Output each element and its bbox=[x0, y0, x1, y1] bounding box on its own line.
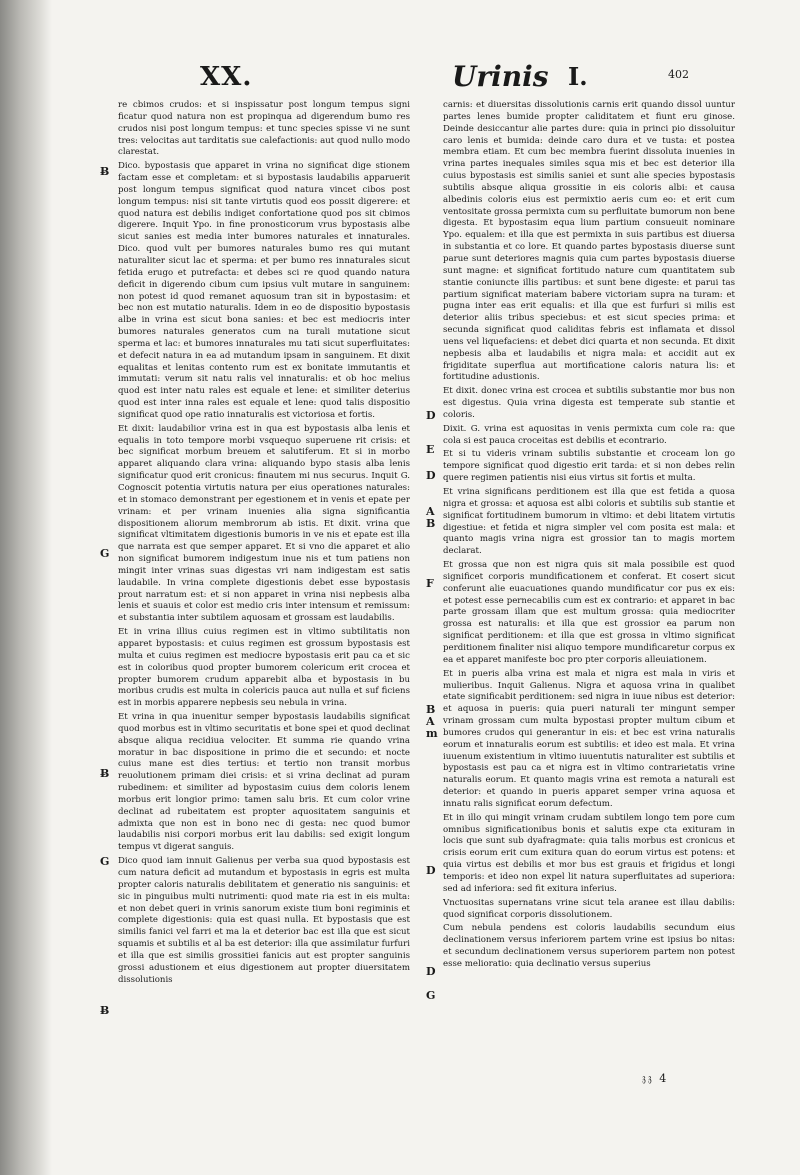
margin-letter-mark: m bbox=[426, 727, 438, 740]
paragraph: Et dixit. donec vrina est crocea et subtilis substantie mor bus non est digestus. Quia vrina digesta est temperate sub stantie et coloris. bbox=[443, 386, 735, 420]
signature-mark: 𝔷𝔷 4 bbox=[642, 1072, 669, 1085]
paragraph: Et in illo qui mingit vrinam crudam subtilem longo tem pore cum omnibus significationibus bonis et salutis expe cta exituram in locis que sunt sub dyafragmate: quia talis morbus est cronicus et crisis eorum erit cum exitura quan do eorum virtus est potens: et quia virtus est debilis et mor bus est grauis et frigidus et longi temporis: et ideo non expel lit natura superfluitates ad superiora: sed ad inferiora: sed fit exitura inferius. bbox=[443, 812, 735, 894]
paragraph: Et vrina significans perditionem est illa que est fetida a quosa nigra et grossa: et aquosa est albi coloris et subtilis sub stantie et significat fortitudinem bumorum in vltimo: et debi litatem virtutis digestiue: et fetida et nigra simpler vel com posita est mala: et quanto magis vrina nigra est grossior tan to magis mortem declarat. bbox=[443, 487, 735, 557]
left-text-column bbox=[118, 100, 410, 988]
paragraph: Et dixit: laudabilior vrina est in qua est bypostasis alba lenis et equalis in toto tempore morbi vsquequo superuene rit crisis: et bec significat morbum breuem et salutiferum. Et si in morbo apparet aliquando clara vrina: aliquando bypo stasis alba lenis significatur quod erit cronicus: finautem mi nus securus. Inquit G. Cognoscit potentia virtutis natura per eius operationes naturales: et in stomaco demonstrant per egestionem et in venis et epate per vrinam: et per vrinam inuenies alia signa significantia dispositionem aliorum membrorum ab istis. Et dixit. vrina que significat vltimitatem digestionis bumoris in ve nis et epate est illa que narrata est que semper apparet. Et si vno die apparet et alio non significat bumorem indigestum inue nis et tum patiens non mingit inter vrinas suas digestas vri nam indigestam est satis laudabile. In vrina complete digestionis debet esse bypostasis prout narratum est: et si non apparet in vrina nisi nepbesis alba lenis et suauis et color est medio cris inter intensum et remissum: et substantia inter subtilem aquosam et grossam est laudabilis. bbox=[118, 423, 410, 624]
paragraph: Cum nebula pendens est coloris laudabilis secundum eius declinationem versus inferiorem partem vrine est ipsius bo nitas: et secundum declinationem versus superiorem partem non potest esse melioratio: quia declinatio versus superius bbox=[443, 923, 735, 969]
margin-letter-mark: B bbox=[426, 703, 436, 716]
paragraph: Et in pueris alba vrina est mala et nigra est mala in viris et mulieribus. Inquit Galienus. Nigra et aquosa vrina in qualibet etate significabit perditionem: sed nigra in iuue nibus est deterior: et aquosa in pueris: quia pueri naturali ter mingunt semper vrinam grossam cum multa bypostasi propter multum cibum et bumores crudos qui generantur in eis: et bec est vrina naturalis eorum et innaturalis eorum est subtilis: et ideo est mala. Et vrina iuuenum existentium in vltimo iuuentutis naturaliter est subtilis et bypostasis est pau ca et nigra est in vltimo contrarietatis vrine naturalis eorum. Et quanto magis vrina est remota a naturali est deterior: et quando in pueris apparet semper vrina aquosa et innatu ralis significat eorum defectum. bbox=[443, 668, 735, 809]
binding-shadow bbox=[0, 0, 52, 1175]
margin-letter-mark: D bbox=[426, 864, 436, 877]
margin-letter-mark: A bbox=[426, 505, 435, 518]
paragraph: Et in vrina illius cuius regimen est in vltimo subtilitatis non apparet bypostasis: et cuius regimen est grossum bypostasis est multa et cuius regimen est mediocre bypostasis erit pau ca et sic est in coloribus quod propter bumorem colericum erit crocea et propter bumorem crudum apparebit alba et bypostasis in bu moribus crudis est multa in colericis pauca aut nulla et suf ficiens est in morbis apparere nepbesis seu nebula in vrina. bbox=[118, 627, 410, 709]
margin-letter-mark: Ƀ bbox=[100, 767, 110, 780]
margin-letter-mark: G bbox=[100, 855, 110, 868]
margin-letter-mark: B bbox=[426, 517, 436, 530]
paragraph: Dico quod iam innuit Galienus per verba sua quod bypostasis est cum natura deficit ad mutandum et bypostasis in egris est multa propter caloris naturalis debilitatem et generatio nis sanguinis: et sic in pinguibus multi nutrimenti: quod mate ria est in eis multa: et non debet queri in vrinis sanorum existe tium boni regiminis et complete digestionis: quia est quasi nulla. Et bypostasis que est similis fanici vel farri et ma la et deterior bac est illa que est sicut squamis et subtilis et al ba est deterior: illa que assimilatur furfuri et illa que est similis grossitiei fanicis aut est propter sanguinis grossi adustionem et eius digestionem aut propter diuersitatem dissolutionis bbox=[118, 856, 410, 985]
paragraph: Et si tu videris vrinam subtilis substantie et croceam lon go tempore significat quod digestio erit tarda: et si non debes relin quere regimen patientis nisi eius virtus sit fortis et multa. bbox=[443, 449, 735, 484]
paragraph: Dico. bypostasis que apparet in vrina no significat dige stionem factam esse et completam: et si bypostasis laudabilis apparuerit post longum tempus significat quod natura vincet cibos post longum tempus: nisi sit tante virtutis quod eos possit digerere: et quod natura est debilis indiget confortatione quod pos sit cbimos digerere. Inquit Ypo. in fine pronosticorum vrus bypostasis albe sicut sanies est media inter bumores naturales et innaturales. Dico. quod vult per bumores naturales bumo res qui mutant naturaliter sicut lac et sperma: et per bumo res innaturales sicut fetida erugo et putrefacta: et debes sci re quod quando natura deficit in digerendo cibum cum ipsius vult mutare in sanguinem: non potest id quod remanet aquosum tran sit in bypostasim: et bec non est mutatio naturalis. Idem in eo de dispositio bypostasis albe in vrina est sicut bona sanies: et bec est mediocris inter bumores naturales generatos cum na turali mutatione sicut sperma et lac: et bumores innaturales mu tati sicut superfluitates: et defecit natura in ea ad mutandum ipsam in sanguinem. Et dixit equalitas et lenitas contento rum est ex bonitate immutantis et immutati: verum sit natu ralis vel innaturalis: et ob hoc melius quod est inter natu rales est equale et lene: et similiter deterius quod est inter inna rales est equale et lene: quod talis dispositio significat quod ope ratio innaturalis est victoriosa et fortis. bbox=[118, 161, 410, 420]
paragraph: Et grossa que non est nigra quis sit mala possibile est quod significet corporis mundificationem et conferat. Et cosert sicut conferunt alie euacuationes quando mundificatur cor pus ex eis: et potest esse pernecabilis cum est ex contrario: et apparet in bac parte grossam illam que est multum grossa: quia mediocriter grossa est naturalis: et illa que est grossior ea parum non significat perditionem: et illa que est grossa in vltimo significat perditionem finaliter nisi aliquo tempore mundificaretur corpus ex ea et apparet manifeste boc pro pter corporis alleuiationem. bbox=[443, 560, 735, 665]
margin-letter-mark: Ƀ bbox=[100, 1004, 110, 1017]
right-text-column bbox=[443, 100, 735, 973]
header-section-number: XX. bbox=[200, 62, 253, 92]
margin-letter-mark: G bbox=[426, 989, 436, 1002]
margin-letter-mark: Ƀ bbox=[100, 165, 110, 178]
paragraph: re cbimos crudos: et si inspissatur post longum tempus signi ficatur quod natura non est propinqua ad digerendum bumo res crudos nisi post longum tempus: et tunc species spisse vi ne sunt tres: velocitas aut tarditatis sue calefactionis: aut quod nullo modo clarestat. bbox=[118, 100, 410, 158]
header-title: Urinis bbox=[452, 60, 549, 93]
folio-number: 402 bbox=[668, 68, 689, 81]
header-book-numeral: I. bbox=[568, 62, 588, 91]
margin-letter-mark: A bbox=[426, 715, 435, 728]
margin-letter-mark: D bbox=[426, 965, 436, 978]
margin-letter-mark: D bbox=[426, 469, 436, 482]
margin-letter-mark: F bbox=[426, 577, 434, 590]
paragraph: carnis: et diuersitas dissolutionis carnis erit quando dissol uuntur partes lenes bumide propter caliditatem et fiunt eru ginose. Deinde desiccantur alie partes dure: quia in princi pio dissoluitur caro lenis et bumida: deinde caro dura et ve tusta: et postea membra etiam. Et cum bec membra fuerint dissoluta inuenies in vrina partes inequales similes squa mis et bec est deterior illa cuius bypostasis est similis saniei et sunt alie species bypostasis subtilis absque aliqua grossitie in eis coloris albi: et causa albedinis coloris eius est permixtio aeris cum eo: et erit cum ventositate grossa permixta cum su perfluitate bumorum non bene digesta. Et bypostasim equa lium partium consueuit nominare Ypo. equalem: et illa que est permixta in suis partibus est diuersa in substantia et co lore. Et quando partes bypostasis diuerse sunt parue sunt deteriores magnis quia cum partes bypostasis diuerse sunt magne: et significat fortitudo nature cum quantitatem sub stantie coniuncte illis partibus: et sunt bene digeste: et parui tas partium significat materiam babere victoriam supra na turam: et pugna inter eas erit equalis: et illa que est furfuri si milis est deterior aliis tribus speciebus: et est sicut species prima: et secunda significat quod caliditas febris est inflamata et dissol uens vel liquefaciens: et debet dici quarta et non secunda. Et dixit nepbesis alba et laudabilis et nigra mala: et accidit aut ex frigiditate superflua aut mortificatione caloris natura lis: et fortitudine adustionis. bbox=[443, 100, 735, 383]
margin-letter-mark: D bbox=[426, 409, 436, 422]
margin-letter-mark: E bbox=[426, 443, 435, 456]
paragraph: Et vrina in qua inuenitur semper bypostasis laudabilis significat quod morbus est in vltimo securitatis et bone spei et quod declinat absque aliqua recidiua velociter. Et summa rie quando vrina moratur in bac dispositione in primo die et secundo: et nocte cuius mane est dies tertius: et tertio non transit morbus reuolutionem primam diei crisis: et si vrina declinat ad puram rubedinem: et similiter ad bypostasim cuius dem coloris lenem morbus erit longior primo: tamen salu bris. Et cum color vrine declinat ad rubeitatem est propter aquositatem sanguinis et admixta que non est in bono nec di gesta: nec quod bumor laudabilis nisi corpori morbus erit lau dabilis: sed exigit longum tempus vt digerat sanguis. bbox=[118, 712, 410, 853]
margin-letter-mark: G bbox=[100, 547, 110, 560]
paragraph: Vnctuositas supernatans vrine sicut tela aranee est illau dabilis: quod significat corporis dissolutionem. bbox=[443, 897, 735, 920]
paragraph: Dixit. G. vrina est aquositas in venis permixta cum cole ra: que cola si est pauca croceitas est debilis et econtrario. bbox=[443, 423, 735, 446]
